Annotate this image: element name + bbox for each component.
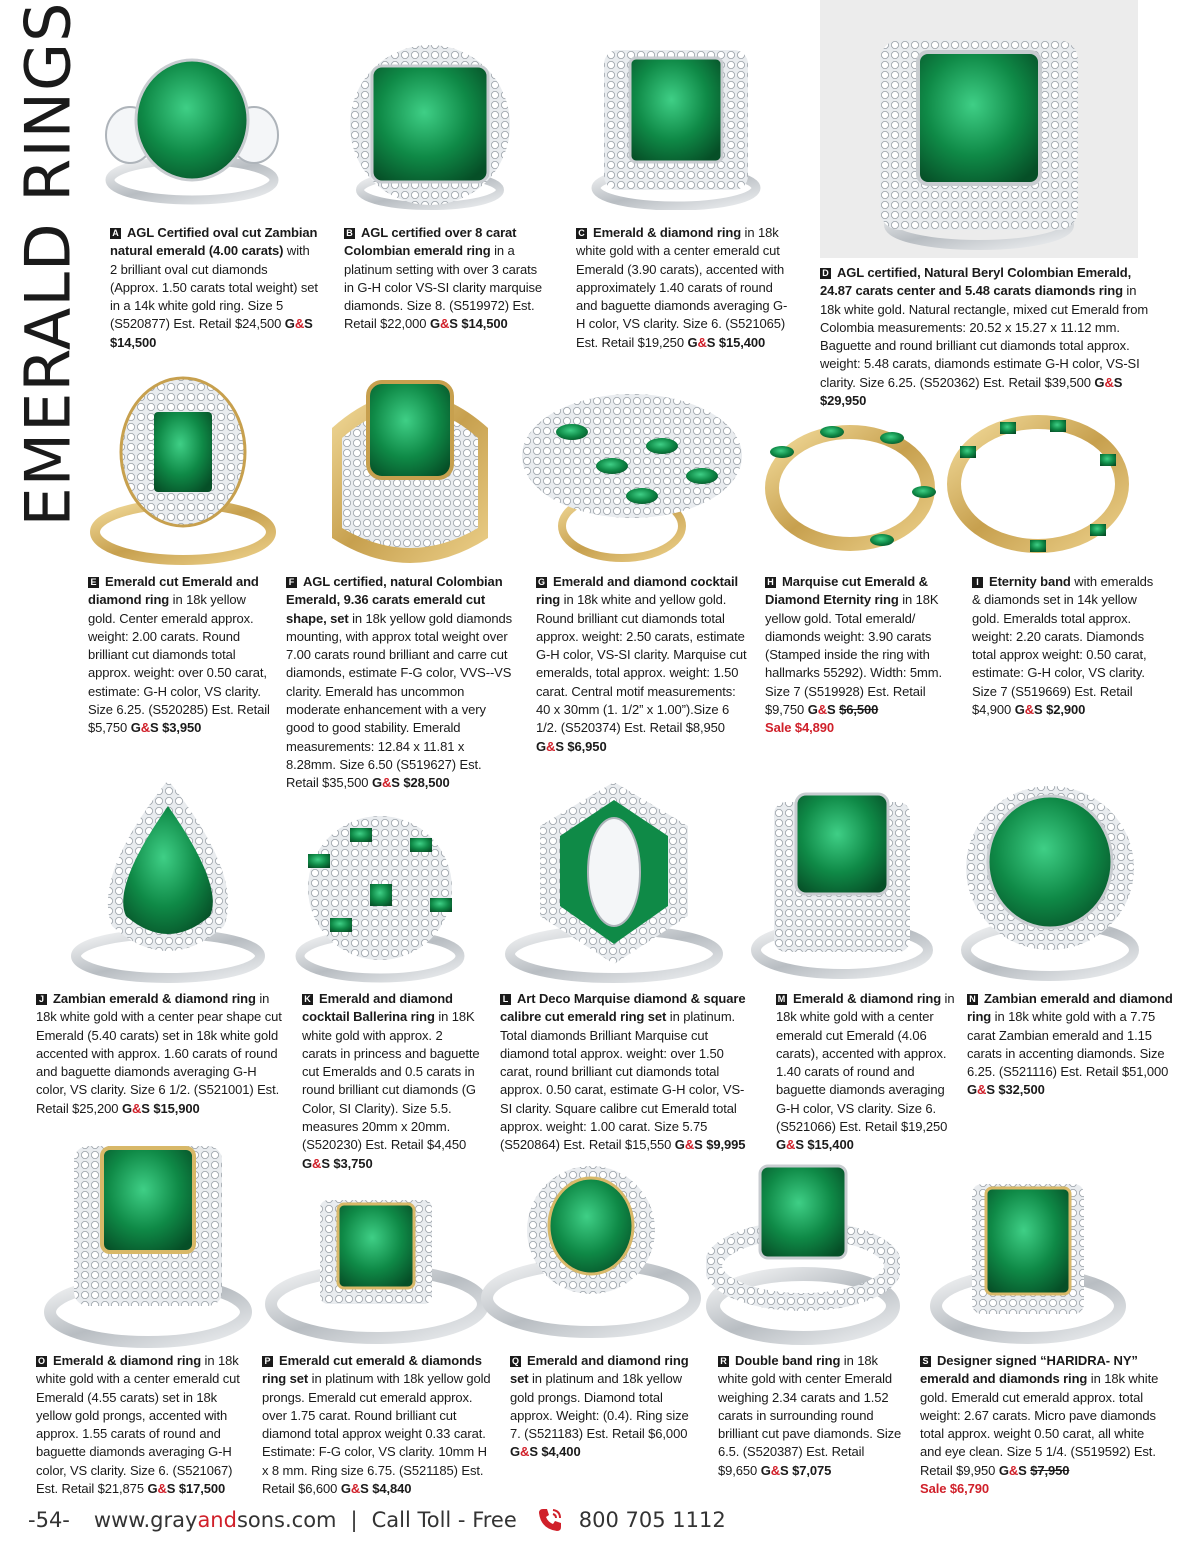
item-b: [344, 224, 550, 334]
item-q: [510, 1352, 700, 1462]
ring-image-i: [940, 394, 1136, 566]
page-footer: [28, 1500, 726, 1540]
item-price: $2,900: [1046, 702, 1086, 718]
item-letter: G: [536, 577, 547, 588]
item-description: in 18k white gold. Natural rectangle, mixed cut Emerald from Colombia measurements: 20.52 x 15.27 x 11.12 mm. Baguette and round brilliant cut diamonds total approx. weight: 5.48 carats, diamonds estimate G-H color, VS-SI clarity. Size 6.25. (S520362) Est. Retail $39,500: [820, 283, 1149, 390]
item-heading: AGL certified, natural Colombian Emerald, 9.36 carats emerald cut shape, set: [286, 574, 503, 626]
gs-logo: G&S $15,400: [776, 1137, 854, 1153]
item-price: $15,400: [718, 334, 766, 350]
item-l: [500, 990, 756, 1155]
item-heading: Emerald & diamond ring: [53, 1353, 202, 1368]
item-letter: Q: [510, 1356, 521, 1367]
gs-logo: G&S $15,400: [687, 334, 766, 350]
phone-number[interactable]: 800 705 1112: [578, 1508, 726, 1532]
item-description: in 18k white gold with a center emerald cut Emerald (3.90 carats), accented with approximately 1.40 carats of round and baguette diamonds averaging G-H color, VS clarity. Size 6. (S521065) Est. Retail $19,250: [576, 225, 788, 350]
ring-image-b: [330, 40, 530, 210]
gs-logo: G&S $2,900: [1014, 702, 1086, 718]
item-heading: Emerald and diamond cocktail Ballerina ring: [302, 991, 453, 1025]
gs-logo: G&S $32,500: [967, 1082, 1045, 1098]
item-description: in a platinum setting with over 3 carats in G-H color VS-SI clarity marquise diamonds. Size 8. (S519972) Est. Retail $22,000: [344, 243, 543, 332]
item-heading: Emerald and diamond cocktail ring: [536, 574, 739, 608]
gs-logo: G&S $3,950: [130, 720, 202, 736]
item-description: in platinum. Total diamonds Brilliant Marquise cut diamond total approx. weight: over 1.50 carat, round brilliant cut diamonds total approx. 0.50 carat, estimate G-H color, VS-SI clarity. Square calibre cut Emerald total approx. weight: 1.00 carat. Size 5.75 (S520864) Est. Retail $15,550: [500, 1009, 745, 1153]
item-g: [536, 573, 750, 756]
item-letter: D: [820, 268, 831, 279]
item-description: in 18k white and yellow gold. Round brilliant cut diamonds total approx. weight: 2.50 carats, estimate G-H color, VS-SI clarity. Marquise cut emeralds, total approx. weight: 1.50 carat. Central motif measurements: 40 x 30mm (1. 1/2” x 1.00”).Size 6 1/2. (S520374) Est. Retail $8,950: [536, 592, 747, 736]
item-heading: Emerald cut Emerald and diamond ring: [88, 574, 259, 608]
item-description: in 18k yellow gold. Center emerald approx. weight: 2.00 carats. Round brilliant cut diamonds total approx. weight: over 0.50 carat, estimate: G-H color, VS clarity. Size 6.25. (S520285) Est. Retail $5,750: [88, 592, 270, 736]
item-price: $29,950: [820, 393, 867, 409]
gs-logo: G&S $29,950: [820, 374, 1123, 409]
gs-logo: G&S $14,500: [429, 316, 508, 332]
gs-logo: G&S $6,500: [807, 702, 879, 718]
item-price: $7,075: [792, 1462, 832, 1478]
gs-logo: G&S $28,500: [371, 775, 450, 791]
sale-price: Sale $4,890: [765, 720, 835, 736]
page-number: -54-: [28, 1508, 70, 1532]
item-n: [967, 990, 1173, 1100]
item-letter: P: [262, 1356, 273, 1367]
item-description: in platinum with 18k yellow gold prongs. Emerald cut emerald approx. over 1.75 carat. Round brilliant cut diamond total approx weight 0.33 carat. Estimate: F-G color, VS clarity. 10mm H x 8 mm. Ring size 6.75. (S521185) Est. Retail $6,600: [262, 1371, 491, 1497]
item-price: $3,750: [333, 1155, 373, 1171]
item-r: [718, 1352, 904, 1480]
ring-image-j: [64, 776, 272, 986]
item-price: $17,500: [178, 1481, 226, 1497]
item-description: in 18k white gold with a center pear shape cut Emerald (5.40 carats) set in 18k white gold accented with approx. 1.60 carats of round and baguette diamonds averaging G-H color, VS clarity. Size 6 1/2. (S521001) Est. Retail $25,200: [36, 991, 282, 1116]
item-heading: AGL certified over 8 carat Colombian emerald ring: [344, 225, 517, 259]
ring-image-p: [264, 1194, 490, 1350]
item-heading: Eternity band: [989, 574, 1071, 589]
ring-image-l: [498, 776, 730, 986]
item-heading: Emerald cut emerald & diamonds ring set: [262, 1353, 482, 1387]
gs-logo: G&S $3,750: [302, 1155, 373, 1171]
ring-image-g: [512, 376, 752, 566]
ring-image-q: [478, 1160, 704, 1350]
item-e: [88, 573, 272, 738]
item-letter: R: [718, 1356, 729, 1367]
page-title: EMERALD RINGS: [11, 1, 85, 527]
item-c: [576, 224, 790, 352]
item-s: [920, 1352, 1160, 1498]
item-heading: Zambian emerald and diamond ring: [967, 991, 1173, 1025]
phone-icon: [535, 1505, 565, 1535]
item-k: [302, 990, 480, 1173]
item-a: [110, 224, 318, 352]
gs-logo: G&S $17,500: [147, 1481, 226, 1497]
item-description: in 18k white gold with a center emerald cut Emerald (4.06 carats), accented with approx. 1.40 carats of round and baguette diamonds averaging G-H color, VS clarity. Size 6. (S521066) Est. Retail $19,250: [776, 991, 955, 1135]
item-j: [36, 990, 286, 1118]
item-heading: Emerald and diamond ring set: [510, 1353, 689, 1387]
item-description: with emeralds & diamonds set in 14k yellow gold. Emeralds total approx. weight: 2.20 carats. Diamonds total approx weight: 0.50 carat, estimate: G-H color, VS clarity. Size 7 (S519669) Est. Retail $4,900: [972, 574, 1154, 718]
item-p: [262, 1352, 496, 1498]
item-heading: Marquise cut Emerald & Diamond Eternity ring: [765, 574, 928, 608]
ring-image-e: [86, 372, 280, 568]
item-letter: C: [576, 228, 587, 239]
item-price: $32,500: [998, 1082, 1045, 1098]
item-heading: AGL Certified oval cut Zambian natural emerald (4.00 carats): [110, 225, 318, 259]
item-heading: Double band ring: [735, 1353, 841, 1368]
item-letter: N: [967, 994, 978, 1005]
item-description: in 18K white gold with approx. 2 carats in princess and baguette cut Emeralds and 0.5 carats in round brilliant cut diamonds (G Color, SI Clarity). Size 5.5. measures 20mm x 20mm. (S520230) Est. Retail $4,450: [302, 1009, 480, 1153]
item-letter: I: [972, 577, 983, 588]
item-h: [765, 573, 955, 738]
website-link[interactable]: www.grayandsons.com: [93, 1508, 337, 1532]
item-description: in 18k white gold. Emerald cut emerald approx. total weight: 2.67 carats. Micro pave diamonds total approx. weight 0.50 carat, all white and eye clean. Size 5 1/4. (S519592) Est. Retail $9,950: [920, 1371, 1159, 1478]
ring-image-a: [88, 40, 296, 210]
item-letter: S: [920, 1356, 931, 1367]
item-f: [286, 573, 516, 793]
item-o: [36, 1352, 244, 1498]
item-letter: J: [36, 994, 47, 1005]
item-price: $14,500: [110, 334, 157, 350]
item-price: $9,995: [706, 1137, 746, 1153]
item-price-strike: $7,950: [1030, 1462, 1070, 1478]
call-label: Call Toll - Free: [371, 1508, 517, 1532]
item-description: in 18k white gold with a center emerald cut Emerald (4.55 carats) set in 18k yellow gold prongs, accented with approx. 1.55 carats of round and baguette diamonds averaging G-H color, VS clarity. Size 6. (S521067) Est. Retail $21,875: [36, 1353, 240, 1497]
gs-logo: G&S $9,995: [674, 1137, 746, 1153]
item-description: in 18k white gold with a 7.75 carat Zambian emerald and 1.15 carats in accenting diamonds. Size 6.25. (S521116) Est. Retail $51,000: [967, 1009, 1169, 1080]
item-i: [972, 573, 1158, 719]
item-d: [820, 264, 1160, 410]
item-letter: F: [286, 577, 297, 588]
ring-image-r: [706, 1156, 900, 1348]
item-price: $4,400: [541, 1444, 581, 1460]
item-price: $14,500: [461, 316, 508, 332]
item-letter: L: [500, 994, 511, 1005]
gs-logo: G&S $4,400: [510, 1444, 581, 1460]
item-heading: Emerald & diamond ring: [793, 991, 942, 1006]
gs-logo: G&S $7,950: [998, 1462, 1070, 1478]
item-price: $15,400: [807, 1137, 854, 1153]
ring-image-s: [928, 1178, 1128, 1350]
item-price: $4,840: [372, 1481, 412, 1497]
ring-image-f: [312, 368, 508, 570]
item-letter: K: [302, 994, 313, 1005]
item-heading: Designer signed “HARIDRA- NY” emerald and diamonds ring: [920, 1353, 1138, 1387]
gs-logo: G&S $15,900: [121, 1100, 200, 1116]
item-letter: A: [110, 228, 121, 239]
item-price: $6,950: [567, 738, 607, 754]
sale-price: Sale $6,790: [920, 1481, 990, 1497]
item-description: with 2 brilliant oval cut diamonds (Approx. 1.50 carats total weight) set in a 14k white gold ring. Size 5 (S520877) Est. Retail $24,500: [110, 243, 318, 332]
gs-logo: G&S $14,500: [110, 316, 313, 350]
item-price: $3,950: [162, 720, 202, 736]
item-letter: O: [36, 1356, 47, 1367]
item-heading: AGL certified, Natural Beryl Colombian Emerald, 24.87 carats center and 5.48 carats diamonds ring: [820, 265, 1132, 299]
gs-logo: G&S $4,840: [340, 1481, 412, 1497]
ring-image-m: [744, 788, 940, 984]
gs-logo: G&S $7,075: [760, 1462, 832, 1478]
ring-image-c: [572, 40, 780, 210]
footer-separator: |: [350, 1508, 358, 1532]
item-description: in platinum and 18k yellow gold prongs. Diamond total approx. Weight: (0.4). Ring size 7. (S521183) Est. Retail $6,000: [510, 1371, 689, 1442]
item-letter: B: [344, 228, 355, 239]
item-heading: Zambian emerald & diamond ring: [53, 991, 256, 1006]
item-description: in 18k yellow gold diamonds mounting, with approx total weight over 7.00 carats round brilliant and carre cut diamonds, estimate F-G color, VVS--VS clarity. Emerald has uncommon moderate enhancement with a very good to good stability. Emerald measurements: 12.84 x 11.81 x 8.28mm. Size 6.50 (S519627) Est. Retail $35,500: [286, 610, 513, 791]
item-price: $15,900: [153, 1100, 200, 1116]
item-description: in 18K yellow gold. Total emerald/ diamonds weight: 3.90 carats (Stamped inside the ring with hallmarks 55292). Width: 5mm. Size 7 (S519928) Est. Retail $9,750: [765, 592, 942, 718]
item-m: [776, 990, 958, 1155]
item-heading: Emerald & diamond ring: [593, 225, 742, 240]
ring-image-h: [752, 392, 948, 566]
item-heading: Art Deco Marquise diamond & square calibre cut emerald ring set: [500, 991, 746, 1025]
gs-logo: G&S $6,950: [536, 738, 607, 754]
ring-image-k: [290, 808, 470, 984]
item-price: $28,500: [403, 775, 450, 791]
item-letter: H: [765, 577, 776, 588]
ring-image-n: [956, 782, 1144, 986]
item-letter: M: [777, 994, 786, 1004]
item-letter: E: [88, 577, 99, 588]
ring-image-d: [820, 0, 1138, 258]
item-price-strike: $6,500: [839, 702, 879, 718]
item-description: in 18k white gold with center Emerald weighing 2.34 carats and 1.52 carats in surrounding round brilliant cut pave diamonds. Size 6.5. (S520387) Est. Retail $9,650: [718, 1353, 902, 1478]
ring-image-o: [40, 1140, 256, 1350]
